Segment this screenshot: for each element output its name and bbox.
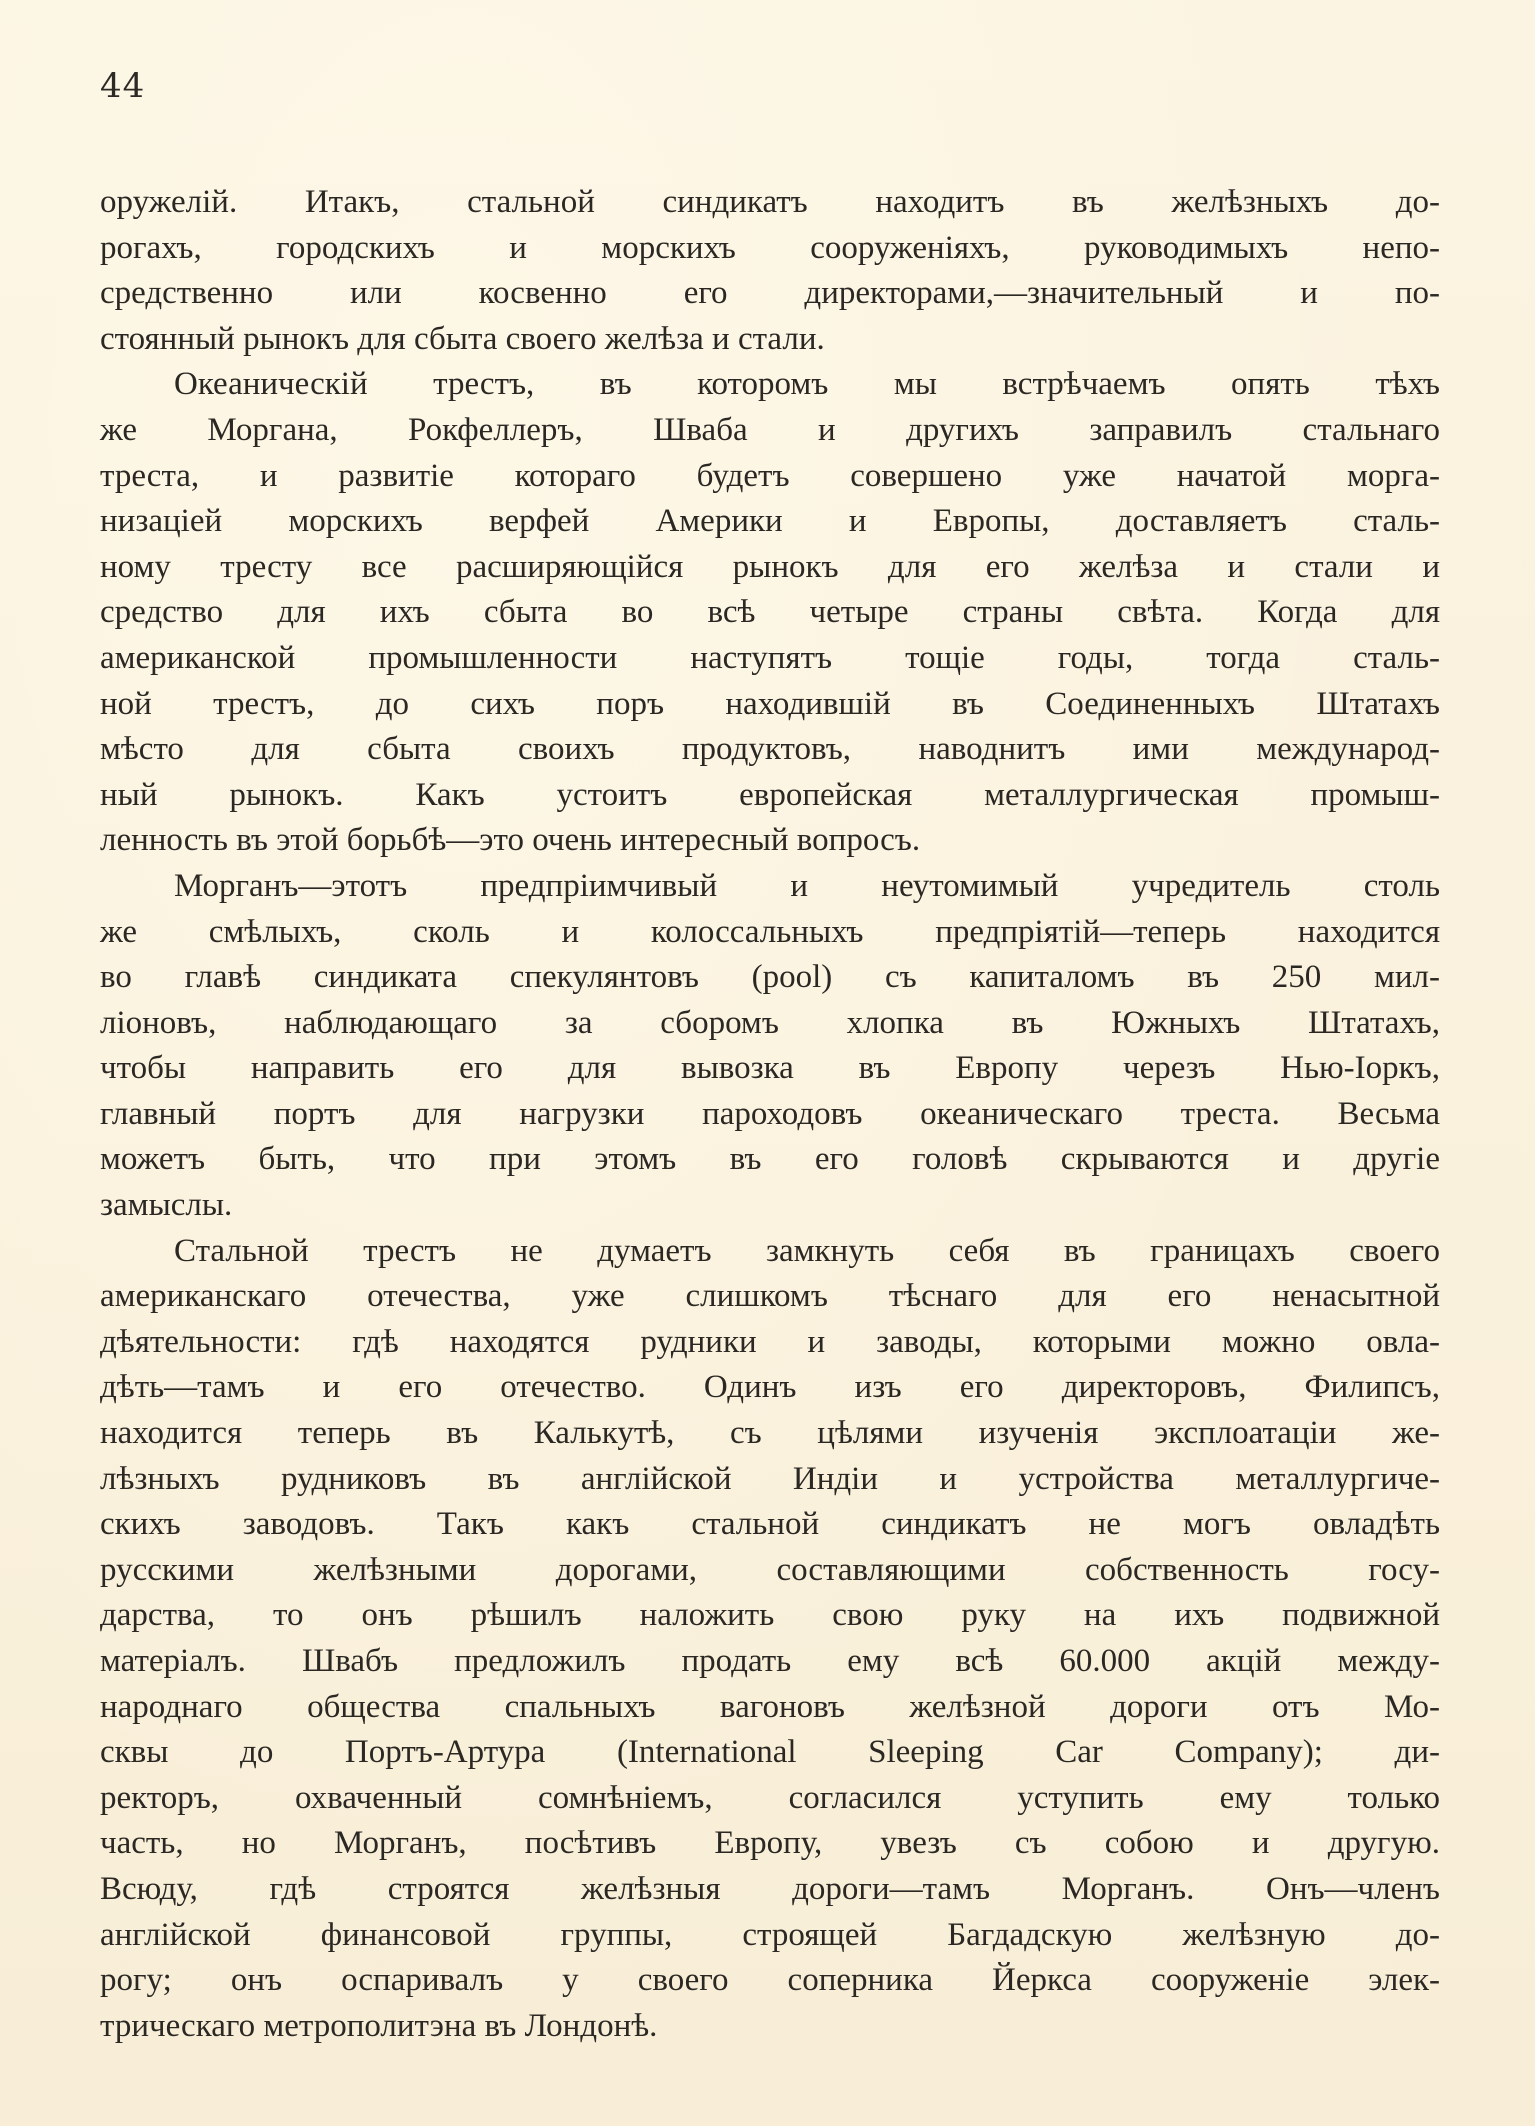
text-line: американской промышленности наступятъ тощіе годы, тогда сталь- (100, 639, 1440, 676)
text-line: находится теперь въ Калькутѣ, съ цѣлями изученія эксплоатаціи же- (100, 1415, 1440, 1452)
text-line: главный портъ для нагрузки пароходовъ океаническаго треста. Весьма (100, 1095, 1440, 1132)
text-line: лѣзныхъ рудниковъ въ англійской Индіи и устройства металлургиче- (100, 1460, 1440, 1497)
text-line: дарства, то онъ рѣшилъ наложить свою руку на ихъ подвижной (100, 1597, 1440, 1634)
paragraph (100, 362, 1440, 864)
text-line: ліоновъ, наблюдающаго за сборомъ хлопка въ Южныхъ Штатахъ, (100, 1004, 1440, 1041)
text-line: Морганъ—этотъ предпріимчивый и неутомимый учредитель столь (174, 867, 1440, 904)
text-line: дѣятельности: гдѣ находятся рудники и заводы, которыми можно овла- (100, 1323, 1440, 1360)
paragraph (100, 864, 1440, 1229)
text-line: средственно или косвенно его директорами,—значительный и по- (100, 275, 1440, 312)
text-line: мѣсто для сбыта своихъ продуктовъ, наводнитъ ими международ- (100, 731, 1440, 768)
text-line: оружелій. Итакъ, стальной синдикатъ находитъ въ желѣзныхъ до- (100, 184, 1440, 220)
text-line: ный рынокъ. Какъ устоитъ европейская металлургическая промыш- (100, 776, 1440, 813)
text-line: чтобы направить его для вывозка въ Европу черезъ Нью-Іоркъ, (100, 1050, 1440, 1087)
page-text (100, 180, 1440, 2049)
page-number: 44 (100, 66, 146, 106)
text-line: ному тресту все расширяющійся рынокъ для его желѣза и стали и (100, 548, 1440, 585)
paragraph (100, 180, 1440, 362)
text-line: англійской финансовой группы, строящей Багдадскую желѣзную до- (100, 1916, 1440, 1953)
text-line: Океаническій трестъ, въ которомъ мы встрѣчаемъ опять тѣхъ (174, 366, 1440, 403)
text-line: дѣть—тамъ и его отечество. Одинъ изъ его директоровъ, Филипсъ, (100, 1369, 1440, 1406)
text-line: треста, и развитіе котораго будетъ совершено уже начатой морга- (100, 457, 1440, 494)
paragraph (100, 1229, 1440, 2050)
text-line: скихъ заводовъ. Такъ какъ стальной синдикатъ не могъ овладѣть (100, 1506, 1440, 1543)
text-line: сквы до Портъ-Артура (International Sleeping Car Company); ди- (100, 1734, 1440, 1771)
text-line: трическаго метрополитэна въ Лондонѣ. (100, 2007, 658, 2044)
text-line: Всюду, гдѣ строятся желѣзныя дороги—тамъ Морганъ. Онъ—членъ (100, 1870, 1440, 1907)
text-line: Стальной трестъ не думаетъ замкнуть себя въ границахъ своего (174, 1232, 1440, 1269)
text-line: ректоръ, охваченный сомнѣніемъ, согласился уступить ему только (100, 1779, 1440, 1816)
text-line: американскаго отечества, уже слишкомъ тѣснаго для его ненасытной (100, 1278, 1440, 1315)
text-line: рогахъ, городскихъ и морскихъ сооруженіяхъ, руководимыхъ непо- (100, 229, 1440, 266)
text-line: можетъ быть, что при этомъ въ его головѣ скрываются и другіе (100, 1141, 1440, 1178)
text-line: замыслы. (100, 1187, 233, 1224)
text-line: народнаго общества спальныхъ вагоновъ желѣзной дороги отъ Мо- (100, 1688, 1440, 1725)
text-line: же смѣлыхъ, сколь и колоссальныхъ предпріятій—теперь находится (100, 913, 1440, 950)
text-line: во главѣ синдиката спекулянтовъ (pool) съ капиталомъ въ 250 мил- (100, 959, 1440, 996)
text-line: низаціей морскихъ верфей Америки и Европы, доставляетъ сталь- (100, 503, 1440, 540)
text-line: ной трестъ, до сихъ поръ находившій въ Соединенныхъ Штатахъ (100, 685, 1440, 722)
text-line: ленность въ этой борьбѣ—это очень интересный вопросъ. (100, 822, 921, 859)
text-line: матеріалъ. Швабъ предложилъ продать ему всѣ 60.000 акцій между- (100, 1643, 1440, 1679)
text-line: стоянный рынокъ для сбыта своего желѣза и стали. (100, 320, 825, 357)
text-line: средство для ихъ сбыта во всѣ четыре страны свѣта. Когда для (100, 594, 1440, 631)
text-line: же Моргана, Рокфеллеръ, Шваба и другихъ заправилъ стальнаго (100, 411, 1440, 448)
text-line: русскими желѣзными дорогами, составляющими собственность госу- (100, 1551, 1440, 1588)
text-line: рогу; онъ оспаривалъ у своего соперника Йеркса сооруженіе элек- (100, 1962, 1440, 1999)
text-line: часть, но Морганъ, посѣтивъ Европу, увезъ съ собою и другую. (100, 1825, 1440, 1862)
